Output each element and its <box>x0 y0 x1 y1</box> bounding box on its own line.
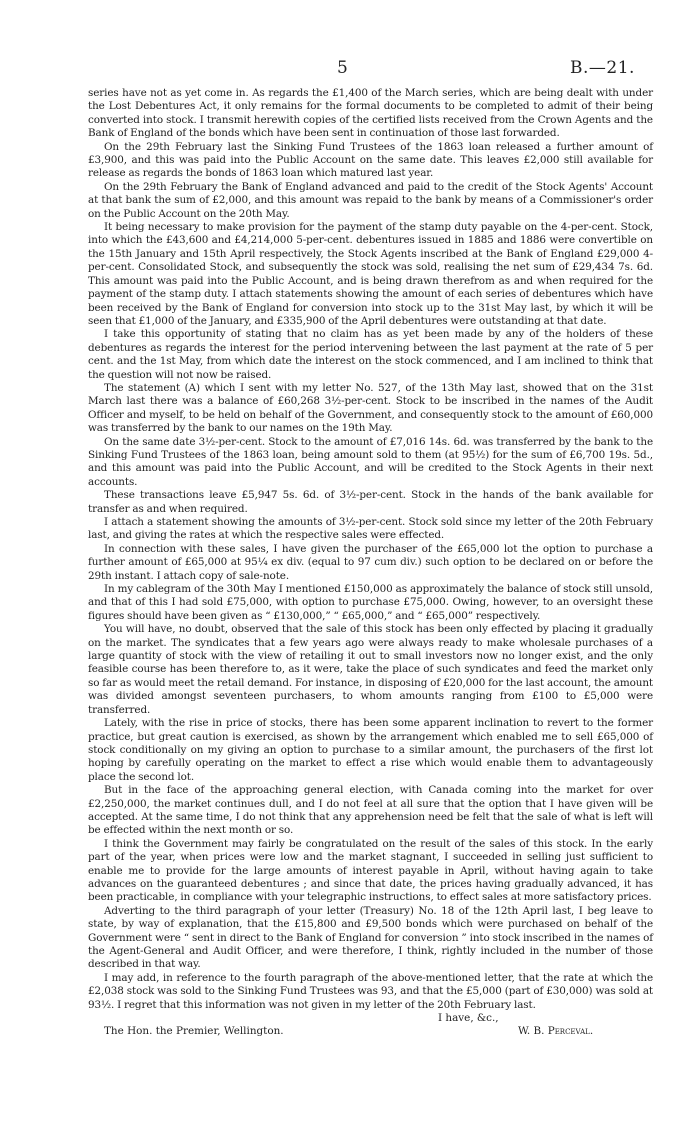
paragraph: I may add, in reference to the fourth paragraph of the above-mentioned letter, that the rate at which the £2,038 stock was sold to the Sinking Fund Trustees was 93, and that the £5,000 (part of £30,000) was sold at 93½. I regret that this information was not given in my letter of the 20th February last. <box>88 971 653 1011</box>
signature: W. B. Perceval. <box>518 1025 594 1038</box>
paragraph: The statement (A) which I sent with my letter No. 527, of the 13th May last, showed that on the 31st March last there was a balance of £60,268 3½-per-cent. Stock to be inscribed in the names of the Audit Officer and myself, to be held on behalf of the Government, and consequently stock to the amount of £60,000 was transferred by the bank to our names on the 19th May. <box>88 381 653 435</box>
paragraph: Lately, with the rise in price of stocks, there has been some apparent inclination to revert to the former practice, but great caution is exercised, as shown by the arrangement which enabled me to sell £65,000 of stock conditionally on my giving an option to purchase to a similar amount, the purchasers of the first lot hoping by carefully operating on the market to effect a rise which would enable them to advantageously place the second lot. <box>88 717 653 783</box>
document-code: B.—21. <box>570 58 635 78</box>
letter-closing <box>88 1012 653 1038</box>
paragraph: You will have, no doubt, observed that the sale of this stock has been only effected by placing it gradually on the market. The syndicates that a few years ago were always ready to make wholesale purchases of a large quantity of stock with the view of retailing it out to small investors now no longer exist, and the only feasible course has been therefore to, as it were, take the place of such syndicates and feed the market only so far as would meet the retail demand. For instance, in disposing of £20,000 for the last account, the amount was divided amongst seventeen purchasers, to whom amounts ranging from £100 to £5,000 were transferred. <box>88 623 653 716</box>
paragraph: But in the face of the approaching general election, with Canada coming into the market for over £2,250,000, the market continues dull, and I do not feel at all sure that the option that I have given will be accepted. At the same time, I do not think that any apprehension need be felt that the sale of what is left will be effected within the next month or so. <box>88 784 653 837</box>
paragraph: On the 29th February last the Sinking Fund Trustees of the 1863 loan released a further amount of £3,900, and this was paid into the Public Account on the same date. This leaves £2,000 still available for release as regards the bonds of 1863 loan which matured last year. <box>88 140 653 180</box>
page-number: 5 <box>337 58 348 78</box>
paragraph: Adverting to the third paragraph of your letter (Treasury) No. 18 of the 12th April last, I beg leave to state, by way of explanation, that the £15,800 and £9,500 bonds which were purchased on behalf of the Government were “ sent in direct to the Bank of England for conversion ” into stock inscribed in the names of the Agent-General and Audit Officer, and were therefore, I think, rightly included in the number of those described in that way. <box>88 904 653 971</box>
paragraph: I attach a statement showing the amounts of 3½-per-cent. Stock sold since my letter of the 20th February last, and giving the rates at which the respective sales were effected. <box>88 516 653 542</box>
page-header <box>0 58 700 80</box>
paragraph: series have not as yet come in. As regards the £1,400 of the March series, which are being dealt with under the Lost Debentures Act, it only remains for the formal documents to be completed to admit of their being converted into stock. I transmit herewith copies of the certified lists received from the Crown Agents and the Bank of England of the bonds which have been sent in continuation of those last forwarded. <box>88 87 653 140</box>
salutation: I have, &c., <box>438 1012 499 1025</box>
recipient: The Hon. the Premier, Wellington. <box>104 1025 284 1038</box>
paragraph: These transactions leave £5,947 5s. 6d. of 3½-per-cent. Stock in the hands of the bank available for transfer as and when required. <box>88 489 653 515</box>
paragraph: I think the Government may fairly be congratulated on the result of the sales of this stock. In the early part of the year, when prices were low and the market stagnant, I succeeded in selling just sufficient to enable me to provide for the large amounts of interest payable in April, without having again to take advances on the guaranteed debentures ; and since that date, the prices having gradually advanced, it has been practicable, in compliance with your telegraphic instructions, to effect sales at more satisfactory prices. <box>88 837 653 904</box>
paragraph: It being necessary to make provision for the payment of the stamp duty payable on the 4-per-cent. Stock, into which the £43,600 and £4,214,000 5-per-cent. debentures issued in 1885 and 1886 were convertible on the 15th January and 15th April respectively, the Stock Agents inscribed at the Bank of England £29,000 4-per-cent. Consolidated Stock, and subsequently the stock was sold, realising the net sum of £29,434 7s. 6d. This amount was paid into the Public Account, and is being drawn therefrom as and when required for the payment of the stamp duty. I attach statements showing the amount of each series of debentures which have been received by the Bank of England for conversion into stock up to the 31st May last, by which it will be seen that £1,000 of the January, and £335,900 of the April debentures were outstanding at that date. <box>88 221 653 327</box>
paragraph: On the same date 3½-per-cent. Stock to the amount of £7,016 14s. 6d. was transferred by the bank to the Sinking Fund Trustees of the 1863 loan, being amount sold to them (at 95½) for the sum of £6,700 19s. 5d., and this amount was paid into the Public Account, and will be credited to the Stock Agents in their next accounts. <box>88 435 653 488</box>
paragraph: On the 29th February the Bank of England advanced and paid to the credit of the Stock Agents' Account at that bank the sum of £2,000, and this amount was repaid to the bank by means of a Commissioner's order on the Public Account on the 20th May. <box>88 180 653 220</box>
paragraph: I take this opportunity of stating that no claim has as yet been made by any of the holders of these debentures as regards the interest for the period intervening between the last payment at the rate of 5 per cent. and the 1st May, from which date the interest on the stock commenced, and I am inclined to think that the question will not now be raised. <box>88 328 653 381</box>
paragraph: In connection with these sales, I have given the purchaser of the £65,000 lot the option to purchase a further amount of £65,000 at 95¼ ex div. (equal to 97 cum div.) such option to be declared on or before the 29th instant. I attach copy of sale-note. <box>88 542 653 582</box>
letter-body <box>88 87 653 1038</box>
paragraph: In my cablegram of the 30th May I mentioned £150,000 as approximately the balance of stock still unsold, and that of this I had sold £75,000, with option to purchase £75,000. Owing, however, to an oversight these figures should have been given as “ £130,000,” “ £65,000,” and “ £65,000” respectively. <box>88 583 653 622</box>
